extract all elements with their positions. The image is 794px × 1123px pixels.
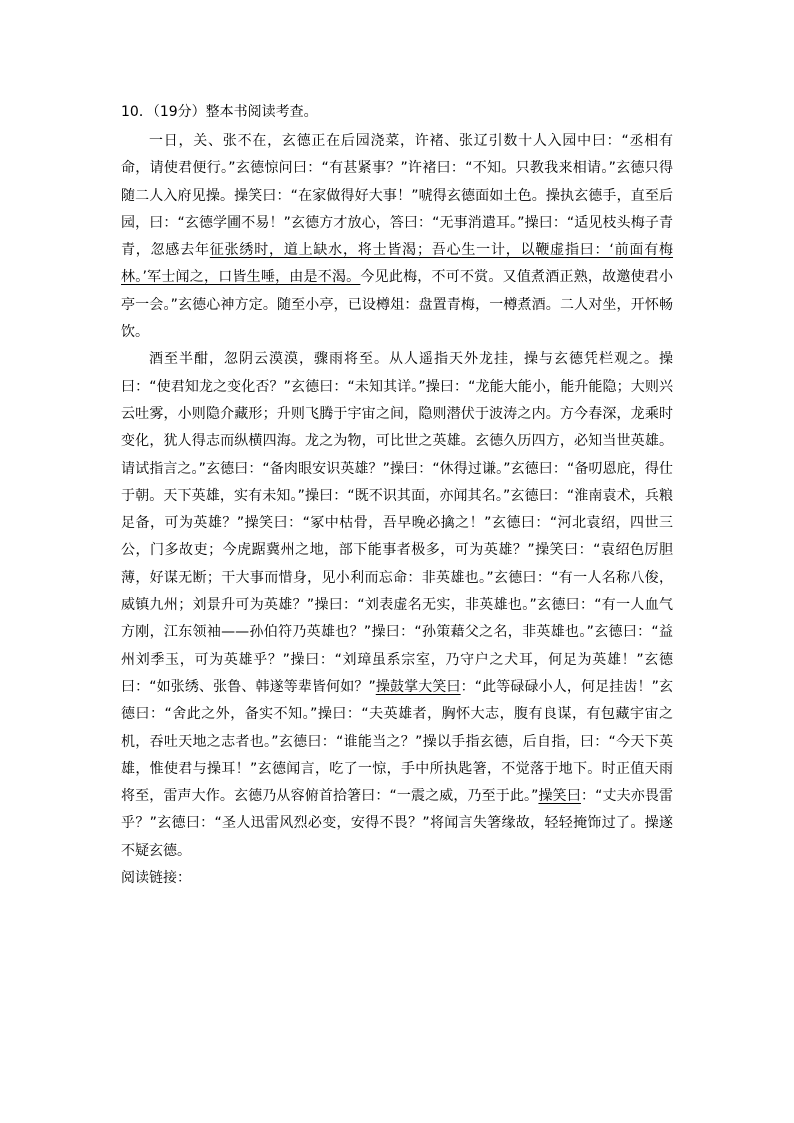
reading-link-label: 阅读链接： [121,870,191,887]
passage-paragraph-1 [121,128,673,346]
paragraph-2-text-b: ：“此等碌碌小人，何足挂齿！”玄德曰：“舍此之外，备实不知。”操曰：“夫英雄者，胸怀大志，腹有良谋，有包藏宇宙之机，吞吐天地之志者也。”玄德曰：“谁能当之？”操以手指玄德，后自指，曰：“今天下英雄，惟使君与操耳！”玄德闻言，吃了一惊，手中所执匙箸，不觉落于地下。时正值天雨将至，雷声大作。玄德乃从容俯首拾箸曰：“一震之威，乃至于此。” [121,678,673,805]
passage-paragraph-2 [121,346,673,865]
paragraph-2-text-a: 酒至半酣，忽阴云漠漠，骤雨将至。从人遥指天外龙挂，操与玄德凭栏观之。操曰：“使君知龙之变化否？”玄德曰：“未知其详。”操曰：“龙能大能小，能升能隐；大则兴云吐雾，小则隐介藏形；升则飞腾于宇宙之间，隐则潜伏于波涛之内。方今春深，龙乘时变化，犹人得志而纵横四海。龙之为物，可比世之英雄。玄德久历四方，必知当世英雄。请试指言之。”玄德曰：“备肉眼安识英雄？”操曰：“休得过谦。”玄德曰：“备叨恩庇，得仕于朝。天下英雄，实有未知。”操曰：“既不识其面，亦闻其名。”玄德曰：“淮南袁术，兵粮足备，可为英雄？”操笑曰：“冢中枯骨，吾早晚必擒之！”玄德曰：“河北袁绍，四世三公，门多故吏；今虎踞冀州之地，部下能事者极多，可为英雄？”操笑曰：“袁绍色厉胆薄，好谋无断；干大事而惜身，见小利而忘命：非英雄也。”玄德曰：“有一人名称八俊，威镇九州；刘景升可为英雄？”操曰：“刘表虚名无实，非英雄也。”玄德曰：“有一人血气方刚，江东领袖——孙伯符乃英雄也？”操曰：“孙策藉父之名，非英雄也。”玄德曰：“益州刘季玉，可为英雄乎？”操曰：“刘璋虽系宗室，乃守户之犬耳，何足为英雄！”玄德曰：“如张绣、张鲁、韩遂等辈皆何如？” [121,351,673,695]
paragraph-1-text-b: 今见此梅，不可不赏。又值煮酒正熟，故邀使君小亭一会。”玄德心神方定。随至小亭，已设樽俎：盘置青梅，一樽煮酒。二人对坐，开怀畅饮。 [121,269,674,341]
underlined-phrase-2: 操笑曰 [538,788,581,805]
paragraph-1-text-a: 一日，关、张不在，玄德正在后园浇菜，许褚、张辽引数十人入园中曰：“丞相有命，请使君便行。”玄德惊问曰：“有甚紧事？”许褚曰：“不知。只教我来相请。”玄德只得随二人入府见操。操笑曰：“在家做得好大事！”唬得玄德面如土色。操执玄德手，直至后园，曰：“玄德学圃不易！”玄德方才放心，答曰：“无事消遣耳。”操曰：“适见枝头梅子青青，忽感去年 [121,133,673,259]
underlined-sentence: 征张绣时，道上缺水，将士皆渴；吾心生一计，以鞭虚指曰：‘前面有梅林。’军士闻之，口皆生唾，由是不渴。 [121,242,674,286]
underlined-phrase-1: 操鼓掌大笑曰 [375,678,461,695]
question-title: 10．（19分）整本书阅读考查。 [121,104,318,120]
question-block [121,101,673,892]
paragraph-2-text-c: ：“丈夫亦畏雷乎？”玄德曰：“圣人迅雷风烈必变，安得不畏？”将闻言失箸缘故，轻轻掩饰过了。操遂不疑玄德。 [121,788,673,859]
